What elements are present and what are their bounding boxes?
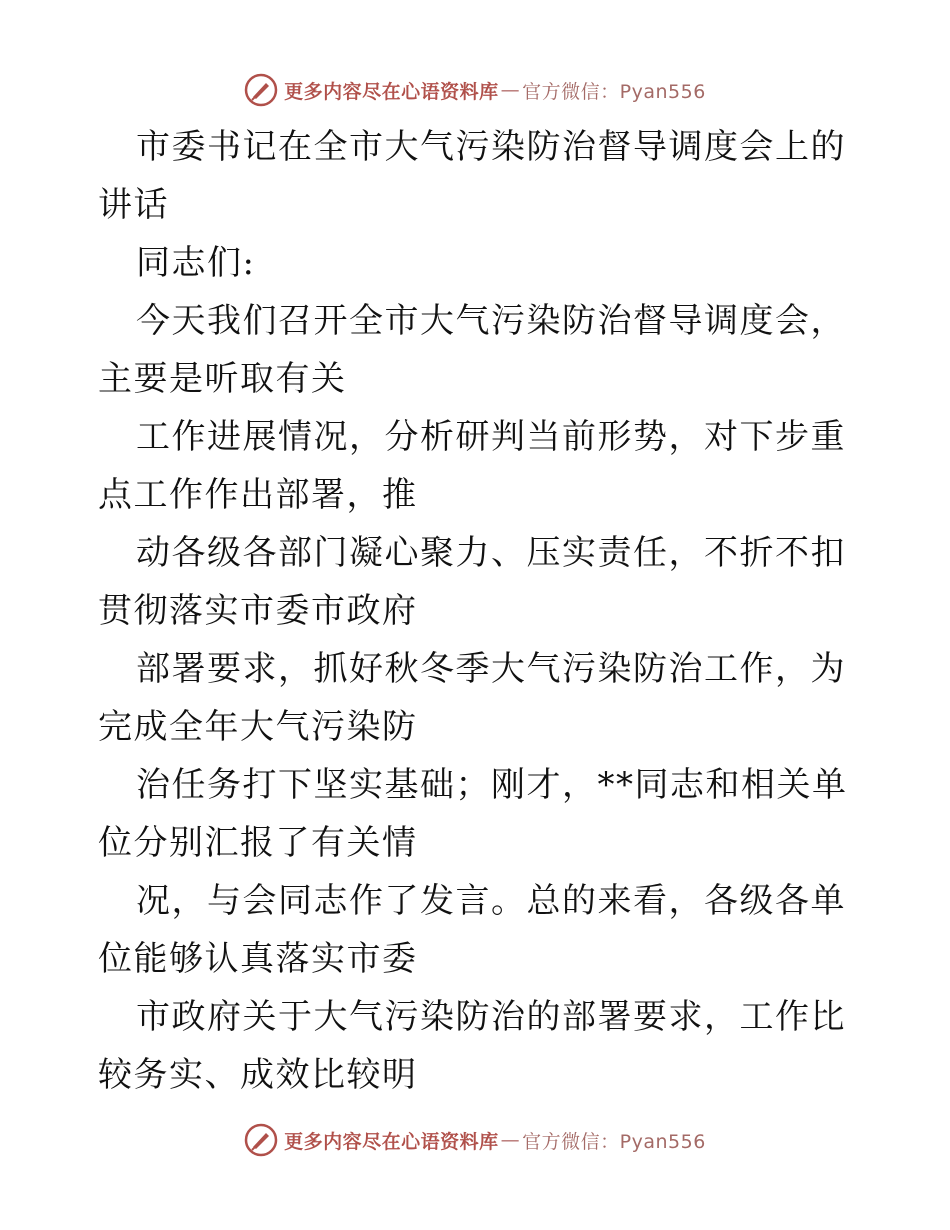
quill-logo-icon	[244, 73, 278, 107]
body-paragraph: 市政府关于大气污染防治的部署要求，工作比较务实、成效比较明	[98, 997, 846, 1095]
body-paragraph: 况，与会同志作了发言。总的来看，各级各单位能够认真落实市委	[98, 881, 846, 979]
document-title: 市委书记在全市大气污染防治督导调度会上的讲话	[98, 127, 846, 225]
document-body	[98, 118, 858, 1104]
body-paragraph: 今天我们召开全市大气污染防治督导调度会，主要是听取有关	[98, 301, 846, 399]
watermark-dash: —	[500, 79, 521, 101]
watermark-contact: 官方微信：Pyan556	[522, 80, 706, 103]
salutation: 同志们:	[136, 243, 256, 283]
body-paragraph: 部署要求，抓好秋冬季大气污染防治工作，为完成全年大气污染防	[98, 649, 846, 747]
watermark-contact: 官方微信：Pyan556	[522, 1130, 706, 1153]
watermark-dash: —	[500, 1129, 521, 1151]
watermark-brand: 更多内容尽在心语资料库	[284, 1130, 499, 1153]
watermark-brand: 更多内容尽在心语资料库	[284, 80, 499, 103]
body-paragraph: 动各级各部门凝心聚力、压实责任，不折不扣贯彻落实市委市政府	[98, 533, 846, 631]
header-watermark	[0, 70, 950, 110]
body-paragraph: 治任务打下坚实基础；刚才，**同志和相关单位分别汇报了有关情	[98, 765, 848, 863]
body-paragraph: 工作进展情况，分析研判当前形势，对下步重点工作作出部署，推	[98, 417, 846, 515]
quill-logo-icon	[244, 1123, 278, 1157]
footer-watermark	[0, 1120, 950, 1160]
